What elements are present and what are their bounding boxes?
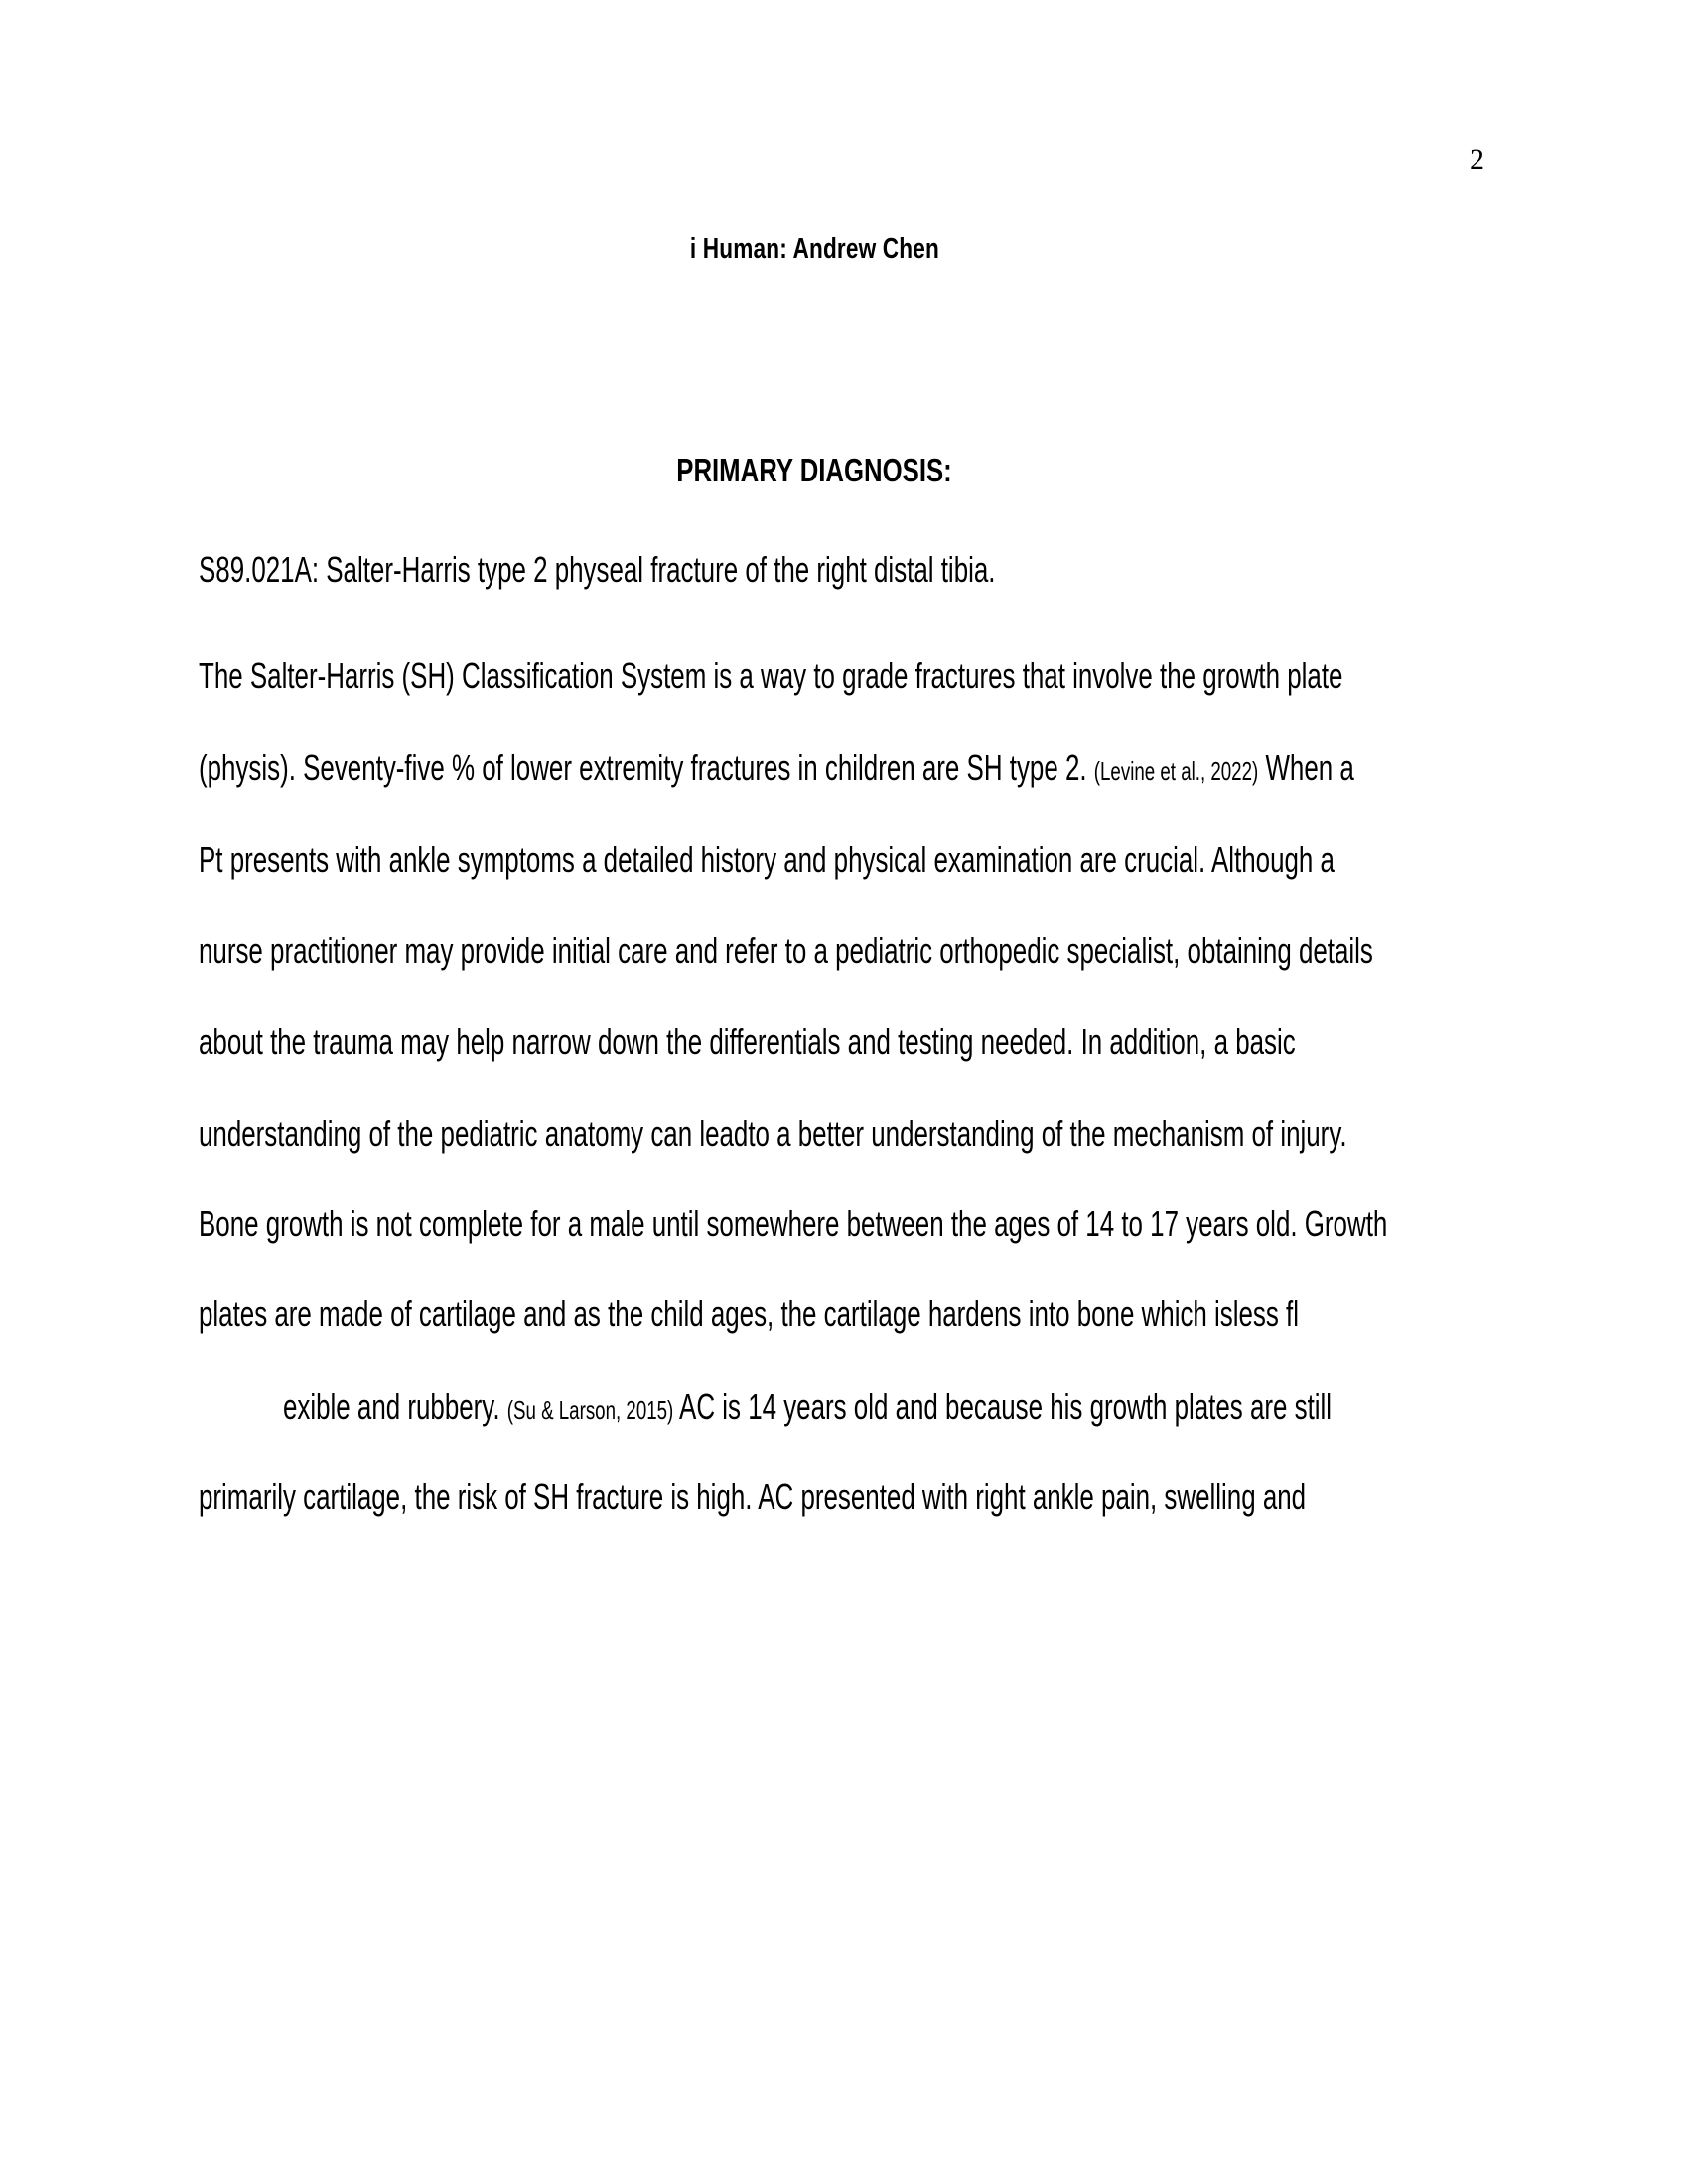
page-number: 2 [1470, 143, 1484, 176]
body-line-9-tail: AC is 14 years old and because his growth plates are still [673, 1386, 1333, 1427]
body-line-2-tail: When a [1258, 748, 1354, 788]
document-title: i Human: Andrew Chen [689, 233, 939, 265]
body-line-9 [283, 1386, 1333, 1427]
body-line-6: understanding of the pediatric anatomy can leadto a better understanding of the mechanism of injury. [199, 1113, 1347, 1154]
citation-levine: (Levine et al., 2022) [1093, 756, 1259, 786]
body-line-8: plates are made of cartilage and as the child ages, the cartilage hardens into bone which isless fl [199, 1294, 1300, 1334]
body-line-1: The Salter-Harris (SH) Classification System is a way to grade fractures that involve the growth plate [199, 655, 1343, 696]
body-line-4: nurse practitioner may provide initial care and refer to a pediatric orthopedic specialist, obtaining details [199, 930, 1373, 971]
body-line-2-text: (physis). Seventy-five % of lower extremity fractures in children are SH type 2. [199, 748, 1094, 788]
citation-su-larson: (Su & Larson, 2015) [506, 1395, 674, 1425]
body-line-3: Pt presents with ankle symptoms a detailed history and physical examination are crucial. Although a [199, 839, 1335, 880]
body-line-10: primarily cartilage, the risk of SH fracture is high. AC presented with right ankle pain, swelling and [199, 1476, 1307, 1517]
body-line-9-text: exible and rubbery. [283, 1386, 507, 1427]
body-line-2 [199, 748, 1354, 788]
body-line-7: Bone growth is not complete for a male until somewhere between the ages of 14 to 17 years old. Growth [199, 1203, 1388, 1244]
section-heading: PRIMARY DIAGNOSIS: [676, 452, 952, 488]
body-line-5: about the trauma may help narrow down the differentials and testing needed. In addition, a basic [199, 1022, 1296, 1062]
diagnosis-code-line: S89.021A: Salter-Harris type 2 physeal fracture of the right distal tibia. [199, 549, 996, 590]
